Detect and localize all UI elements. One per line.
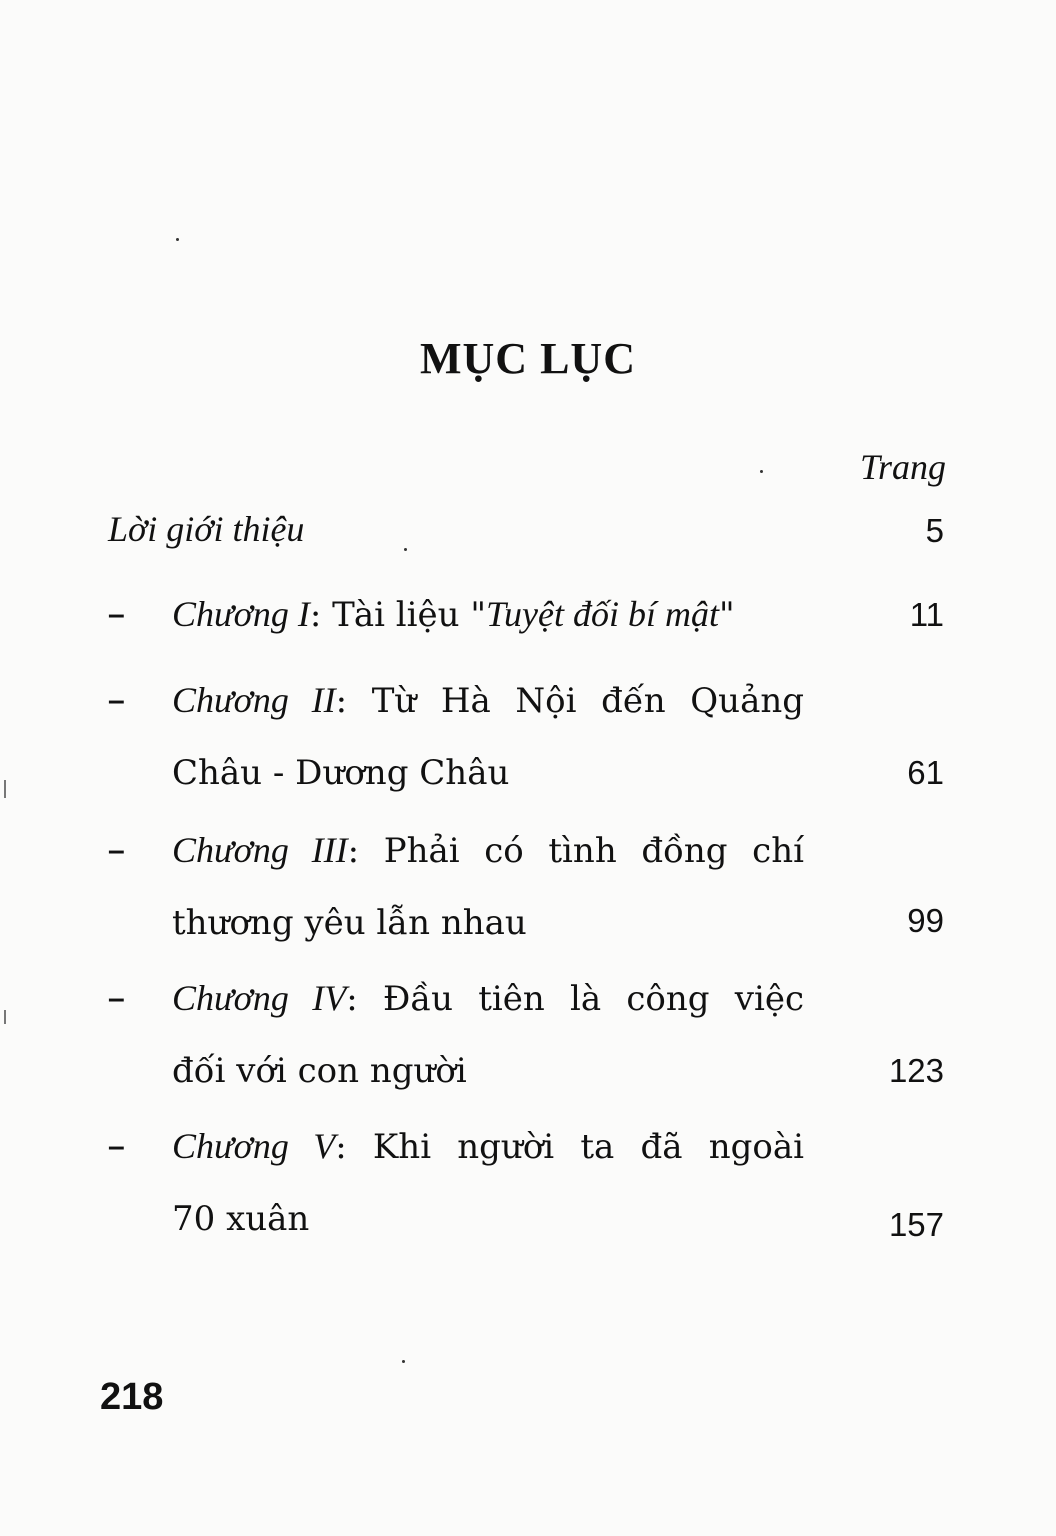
chapter-separator: : bbox=[346, 979, 383, 1019]
toc-dash: – bbox=[108, 598, 125, 631]
chapter-title-line2: thương yêu lẫn nhau bbox=[172, 903, 527, 943]
toc-dash: – bbox=[108, 834, 125, 867]
chapter-separator: : bbox=[335, 1127, 373, 1167]
chapter-title-line1: Đầu tiên là công việc bbox=[382, 979, 804, 1019]
scan-edge-mark bbox=[4, 1010, 6, 1024]
chapter-separator: : bbox=[335, 681, 372, 721]
chapter-title-line1: Từ Hà Nội đến Quảng bbox=[371, 681, 804, 721]
toc-entry-text bbox=[172, 664, 804, 809]
chapter-title-italic: Tuyệt đối bí mật bbox=[486, 594, 719, 634]
toc-page-number: 11 bbox=[909, 596, 944, 633]
page-title: MỤC LỤC bbox=[420, 334, 636, 383]
chapter-title-line2: 70 xuân bbox=[172, 1199, 310, 1239]
toc-dash: – bbox=[108, 982, 125, 1015]
chapter-label: Chương V bbox=[172, 1126, 336, 1166]
chapter-label: Chương IV bbox=[172, 978, 347, 1018]
toc-entry-text bbox=[172, 814, 804, 959]
toc-entry-text bbox=[172, 578, 804, 651]
toc-page-number: 123 bbox=[888, 1052, 944, 1089]
scan-speck bbox=[402, 1360, 405, 1363]
chapter-title-line2: đối với con người bbox=[172, 1051, 467, 1091]
chapter-title-line2: Châu - Dương Châu bbox=[172, 753, 510, 793]
scan-speck bbox=[176, 238, 179, 241]
chapter-separator: : bbox=[309, 595, 333, 635]
chapter-separator: : bbox=[347, 831, 384, 871]
chapter-label: Chương I bbox=[172, 594, 310, 634]
toc-entry-text bbox=[172, 962, 804, 1107]
toc-dash: – bbox=[108, 684, 125, 717]
toc-page-number: 61 bbox=[907, 754, 944, 791]
chapter-title-line1: Khi người ta đã ngoài bbox=[372, 1127, 804, 1167]
scan-speck bbox=[760, 470, 763, 473]
scan-speck bbox=[404, 548, 407, 551]
page-column-header: Trang bbox=[859, 447, 946, 487]
chapter-title-line1: Phải có tình đồng chí bbox=[383, 831, 804, 871]
chapter-title-end: " bbox=[719, 595, 735, 635]
toc-dash: – bbox=[108, 1130, 125, 1163]
toc-entry-text bbox=[172, 1110, 804, 1255]
chapter-label: Chương III bbox=[172, 830, 348, 870]
toc-entry-label: Lời giới thiệu bbox=[108, 509, 305, 549]
page-folio-number: 218 bbox=[100, 1376, 164, 1418]
chapter-title-plain: Tài liệu " bbox=[332, 595, 486, 635]
scan-edge-mark bbox=[4, 780, 6, 798]
chapter-label: Chương II bbox=[172, 680, 336, 720]
toc-page-number: 5 bbox=[925, 512, 944, 549]
toc-page-number: 99 bbox=[907, 902, 944, 939]
toc-page-number: 157 bbox=[888, 1206, 944, 1243]
